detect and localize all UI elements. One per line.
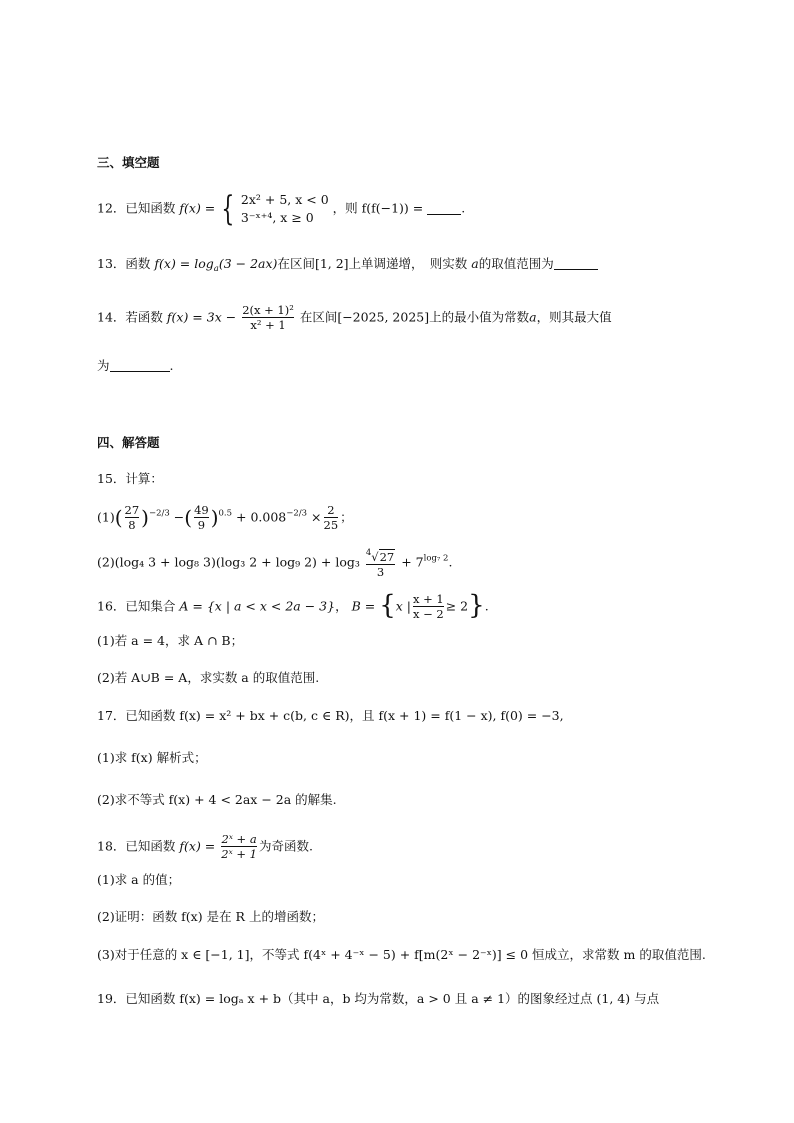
q15-p1-a-den: 8: [125, 517, 140, 532]
question-17-part1: (1)求 f(x) 解析式；: [97, 750, 207, 765]
q14-fraction-num: 2(x + 1)²: [242, 303, 294, 317]
q18-num: 2ˣ + a: [221, 832, 257, 846]
q15-p2-root-num-wrap: $^4$√27: [365, 548, 395, 564]
q16-setB-pre: B =: [351, 598, 376, 614]
q16-prefix: 16．已知集合: [97, 598, 176, 614]
q16-setB-x: x |: [395, 598, 411, 614]
q15-p2-tail-exp: log₇ 2: [423, 553, 449, 564]
q14-fraction-den: x² + 1: [242, 317, 294, 332]
q16-end: .: [484, 598, 489, 614]
section-heading-solution: 四、解答题: [97, 435, 160, 450]
question-16-part1: (1)若 a = 4，求 A ∩ B；: [97, 633, 244, 648]
q18-fraction: [221, 833, 257, 861]
q15-p1-c-exp: −2/3: [286, 508, 308, 519]
q14-answer-blank[interactable]: [110, 359, 170, 372]
q15-p2-root-index: 4: [365, 548, 372, 558]
q14-fraction: [242, 304, 294, 332]
q14-prefix: 14．若函数: [97, 309, 163, 325]
q15-p1-d-num: 2: [327, 503, 335, 517]
q14-end: .: [169, 358, 174, 373]
q15-p2-root-frac: [366, 547, 395, 579]
q15-p1-a-num: 27: [124, 503, 140, 517]
q13-arg: (3 − 2ax): [218, 256, 278, 271]
q15-p2-root-den: 3: [366, 564, 395, 579]
q14-func: f(x) = 3x −: [166, 309, 237, 325]
q12-answer-blank[interactable]: [427, 202, 461, 215]
q15-p1-end: ；: [340, 509, 353, 525]
q16-setA: A = {x | a < x < 2a − 3}: [179, 598, 336, 614]
question-18: [97, 833, 313, 861]
q16-setB-num: x + 1: [412, 592, 444, 606]
q15-p2-tail: + 7: [401, 554, 424, 570]
q16-setB-post: ≥ 2: [445, 598, 469, 614]
q12-cases: [241, 191, 329, 227]
q15-p1-b-exp: 0.5: [218, 508, 233, 519]
q15-p1-c: + 0.008: [236, 509, 287, 525]
question-12: [97, 191, 465, 227]
q13-prefix: 13．函数: [97, 256, 151, 271]
section-heading-fill-blank: 三、填空题: [97, 155, 160, 170]
q12-end: .: [461, 200, 466, 216]
question-15-part1: (1)( $\frac{27}{8}$ )$^{-2/3}$ −( $\frac{49}{9}$ )$^{0.5} + 0.008^{-2/3}$ × $\frac{2}{25}$ ；: [97, 503, 353, 532]
question-14-line2: [97, 357, 174, 375]
question-18-part1: (1)求 a 的值；: [97, 872, 181, 887]
q13-suffix: 的取值范围为: [478, 256, 554, 271]
q12-prefix: 12．已知函数: [97, 200, 176, 216]
q12-suffix: ，则 f(f(−1)) =: [332, 200, 424, 216]
q13-base: a: [213, 264, 219, 274]
q13-func: f(x) = log: [154, 256, 214, 271]
q18-func: f(x) =: [179, 838, 216, 854]
q18-suffix: 为奇函数.: [258, 838, 313, 854]
q13-var: a: [471, 256, 479, 271]
q14-line2: 为: [97, 358, 110, 373]
question-17-part2: (2)求不等式 f(x) + 4 < 2ax − 2a 的解集.: [97, 792, 337, 807]
question-15-title: 15．计算：: [97, 471, 163, 486]
q15-p1-label: (1): [97, 509, 115, 525]
q13-mid: 在区间[1, 2]上单调递增， 则实数: [277, 256, 468, 271]
q12-func: f(x) =: [179, 200, 216, 216]
q16-setB-frac: [413, 593, 444, 621]
q15-p1-frac-b: [194, 504, 209, 532]
q15-p2-root-num: 27: [379, 550, 395, 564]
q15-p1-frac-d: [324, 504, 339, 532]
question-14: [97, 304, 612, 332]
question-13: [97, 255, 598, 278]
question-18-part3: (3)对于任意的 x ∈ [−1, 1]，不等式 f(4ˣ + 4⁻ˣ − 5) + f[m(2ˣ − 2⁻ˣ)] ≤ 0 恒成立，求常数 m 的取值范围.: [97, 947, 706, 962]
question-16: 16．已知集合 A = {x | a < x < 2a − 3}， B = {x | $\frac{x + 1}{x - 2}$ ≥ 2}.: [97, 590, 489, 621]
q14-var: a: [529, 309, 537, 325]
q15-p1-d-den: 25: [323, 518, 339, 532]
q15-p2-label: (2): [97, 554, 115, 570]
question-17: 17．已知函数 f(x) = x² + bx + c(b, c ∈ R)，且 f(x + 1) = f(1 − x), f(0) = −3,: [97, 708, 564, 723]
q15-p1-frac-a: [125, 504, 140, 532]
q18-prefix: 18．已知函数: [97, 838, 176, 854]
q15-p2-end: .: [448, 554, 453, 570]
question-16-part2: (2)若 A∪B = A，求实数 a 的取值范围.: [97, 670, 320, 685]
question-15-part2: [97, 547, 452, 579]
q15-p1-b-den: 9: [194, 517, 209, 532]
q14-mid: 在区间[−2025, 2025]上的最小值为常数: [299, 309, 530, 325]
question-19: 19．已知函数 f(x) = logₐ x + b（其中 a，b 均为常数，a > 0 且 a ≠ 1）的图象经过点 (1, 4) 与点: [97, 991, 660, 1006]
q15-p1-a-exp: −2/3: [148, 508, 170, 519]
q14-suffix: ，则其最大值: [536, 309, 612, 325]
q12-case1: 2x² + 5, x < 0: [240, 192, 329, 207]
q15-p1-b-num: 49: [194, 503, 209, 517]
q12-brace: {: [221, 189, 235, 229]
q16-sep: ，: [335, 598, 348, 614]
question-18-part2: (2)证明：函数 f(x) 是在 R 上的增函数；: [97, 909, 324, 924]
q15-p2-text: (log₄ 3 + log₈ 3)(log₃ 2 + log₉ 2) + log₃: [114, 554, 360, 570]
q13-answer-blank[interactable]: [554, 257, 598, 270]
q18-den: 2ˣ + 1: [221, 847, 257, 861]
q16-setB-den: x − 2: [412, 607, 444, 621]
q12-case2: 3⁻ˣ⁺⁴, x ≥ 0: [240, 210, 314, 225]
